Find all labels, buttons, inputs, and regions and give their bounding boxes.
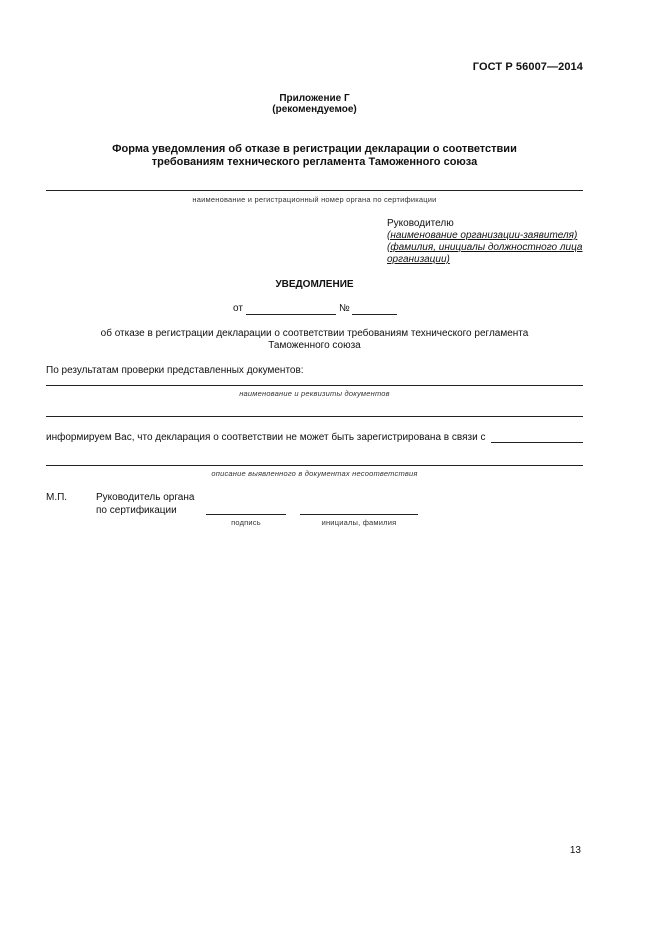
cert-body-caption: наименование и регистрационный номер органа по сертификации: [192, 195, 437, 204]
name-line: [300, 514, 418, 515]
notice-subject-line-1: об отказе в регистрации декларации о соответствии требованиям технического регламента: [100, 328, 529, 339]
documents-line-2: [46, 416, 583, 417]
stamp-label: М.П.: [46, 492, 68, 503]
form-title-line-1: Форма уведомления об отказе в регистрации декларации о соответствии: [112, 143, 517, 155]
addressee-label: Руководителю: [387, 218, 454, 229]
signature-line: [206, 514, 286, 515]
number-line: [352, 314, 397, 315]
date-line: [246, 314, 336, 315]
appendix-subtitle: (рекомендуемое): [272, 104, 357, 115]
head-label-line-2: по сертификации: [96, 505, 177, 516]
form-title-line-2: требованиям технического регламента Таможенного союза: [151, 156, 478, 168]
number-label: №: [339, 303, 350, 314]
notice-title: УВЕДОМЛЕНИЕ: [275, 279, 354, 290]
results-text: По результатам проверки представленных документов:: [46, 365, 304, 376]
head-label-line-1: Руководитель органа: [96, 492, 195, 503]
documents-line: [46, 385, 583, 386]
notice-subject-line-2: Таможенного союза: [268, 340, 361, 351]
addressee-official-cont: организации): [387, 254, 450, 265]
addressee-org: (наименование организации-заявителя): [387, 230, 578, 241]
appendix-title: Приложение Г: [279, 93, 350, 104]
document-code: ГОСТ Р 56007—2014: [472, 61, 583, 73]
date-label: от: [233, 303, 243, 314]
cert-body-line: [46, 190, 583, 191]
page-number: 13: [569, 845, 581, 856]
documents-caption: наименование и реквизиты документов: [239, 389, 390, 398]
inconsistency-line: [46, 465, 583, 466]
name-caption: инициалы, фамилия: [321, 518, 397, 527]
signature-caption: подпись: [231, 518, 261, 527]
inform-text: информируем Вас, что декларация о соответствии не может быть зарегистрирована в связи с: [46, 432, 486, 443]
inform-line: [491, 442, 583, 443]
inconsistency-caption: описание выявленного в документах несоответствия: [211, 469, 418, 478]
addressee-official: (фамилия, инициалы должностного лица: [387, 242, 583, 253]
